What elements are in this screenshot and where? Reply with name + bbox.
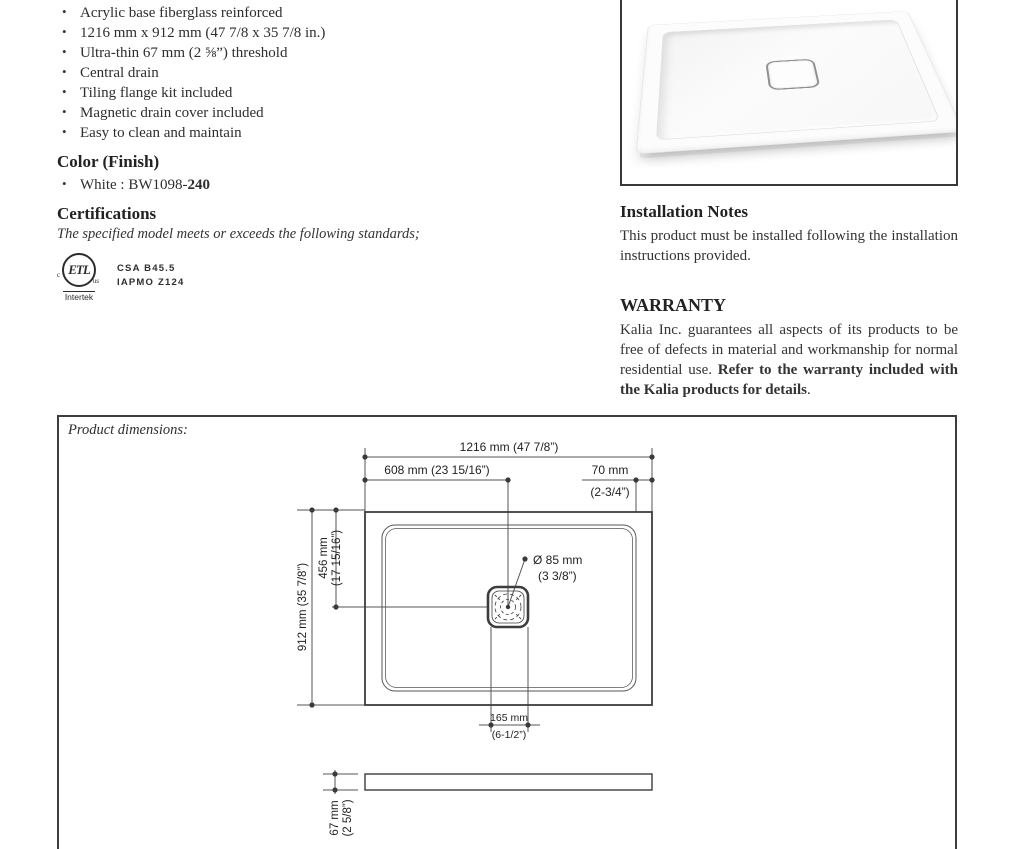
warranty-text: Kalia Inc. guarantees all aspects of its products to be free of defects in material and workmanship for normal residential use. xyxy=(620,322,958,378)
standard-item: IAPMO Z124 xyxy=(117,277,185,288)
color-code: 240 xyxy=(187,177,210,193)
dim-center-width: 608 mm (23 15/16”) xyxy=(384,463,490,477)
dim-drain-offset-in: (6-1/2”) xyxy=(491,729,527,741)
certifications-note: The specified model meets or exceeds the following standards; xyxy=(57,226,420,242)
product-dimensions-panel xyxy=(57,415,957,849)
warranty-period: . xyxy=(806,382,811,398)
dim-flange-width-in: (2-3/4”) xyxy=(590,485,630,499)
dimension-dots xyxy=(309,454,654,792)
shower-base-illustration xyxy=(635,11,958,154)
warranty-heading: WARRANTY xyxy=(620,295,727,315)
dim-overall-depth: 912 mm (35 7/8”) xyxy=(297,562,309,652)
standard-item: CSA B45.5 xyxy=(117,263,176,274)
shower-base-floor xyxy=(656,19,940,140)
feature-item: • 1216 mm x 912 mm (47 7/8 x 35 7/8 in.) xyxy=(57,23,527,43)
certifications-heading: Certifications xyxy=(57,204,157,223)
side-profile xyxy=(365,774,652,790)
feature-item: • Acrylic base fiberglass reinforced xyxy=(57,3,527,23)
dim-drain-diameter: Ø 85 mm xyxy=(533,553,583,567)
dimensions-drawing xyxy=(59,417,955,847)
dim-center-depth: 456 mm xyxy=(318,537,330,579)
dim-drain-diameter-in: (3 3/8”) xyxy=(538,569,577,583)
dim-center-depth-in: (17 15/16”) xyxy=(331,529,343,587)
dimensions-caption: Product dimensions: xyxy=(68,422,188,438)
intertek-label: Intertek xyxy=(64,292,94,302)
right-column xyxy=(620,202,958,400)
color-finish-heading: Color (Finish) xyxy=(57,152,160,171)
feature-item: • Magnetic drain cover included xyxy=(57,103,527,123)
dim-overall-width: 1216 mm (47 7/8”) xyxy=(459,440,559,454)
etl-letters: ETL xyxy=(68,262,90,277)
installation-notes-body: This product must be installed following the installation instructions provided. xyxy=(620,228,958,264)
color-value: White : BW1098- xyxy=(80,177,188,193)
feature-item: • Ultra-thin 67 mm (2 ⅝”) threshold xyxy=(57,43,527,63)
etl-c-mark: c xyxy=(57,271,61,279)
color-item xyxy=(57,175,527,195)
installation-notes-heading: Installation Notes xyxy=(620,202,748,221)
feature-item: • Easy to clean and maintain xyxy=(57,123,527,143)
product-image-frame xyxy=(620,0,958,186)
certification-logos xyxy=(57,253,527,305)
color-list xyxy=(57,175,527,195)
etl-circle-icon xyxy=(62,253,96,287)
feature-list xyxy=(57,3,527,143)
warranty-body xyxy=(620,320,958,400)
dim-threshold: 67 mm xyxy=(329,800,341,836)
etl-us-mark: us xyxy=(92,277,99,285)
etl-intertek-logo xyxy=(57,253,101,305)
dim-drain-offset: 165 mm xyxy=(490,712,528,724)
feature-item: • Central drain xyxy=(57,63,527,83)
warranty-bold-text: Refer to the warranty included with the Kalia products for details xyxy=(620,362,958,398)
dim-threshold-in: (2 5/8”) xyxy=(342,799,354,837)
dim-flange-width: 70 mm xyxy=(591,463,629,477)
drain-cover xyxy=(765,59,820,91)
left-column xyxy=(57,0,527,305)
feature-item: • Tiling flange kit included xyxy=(57,83,527,103)
certification-standards xyxy=(117,262,184,290)
